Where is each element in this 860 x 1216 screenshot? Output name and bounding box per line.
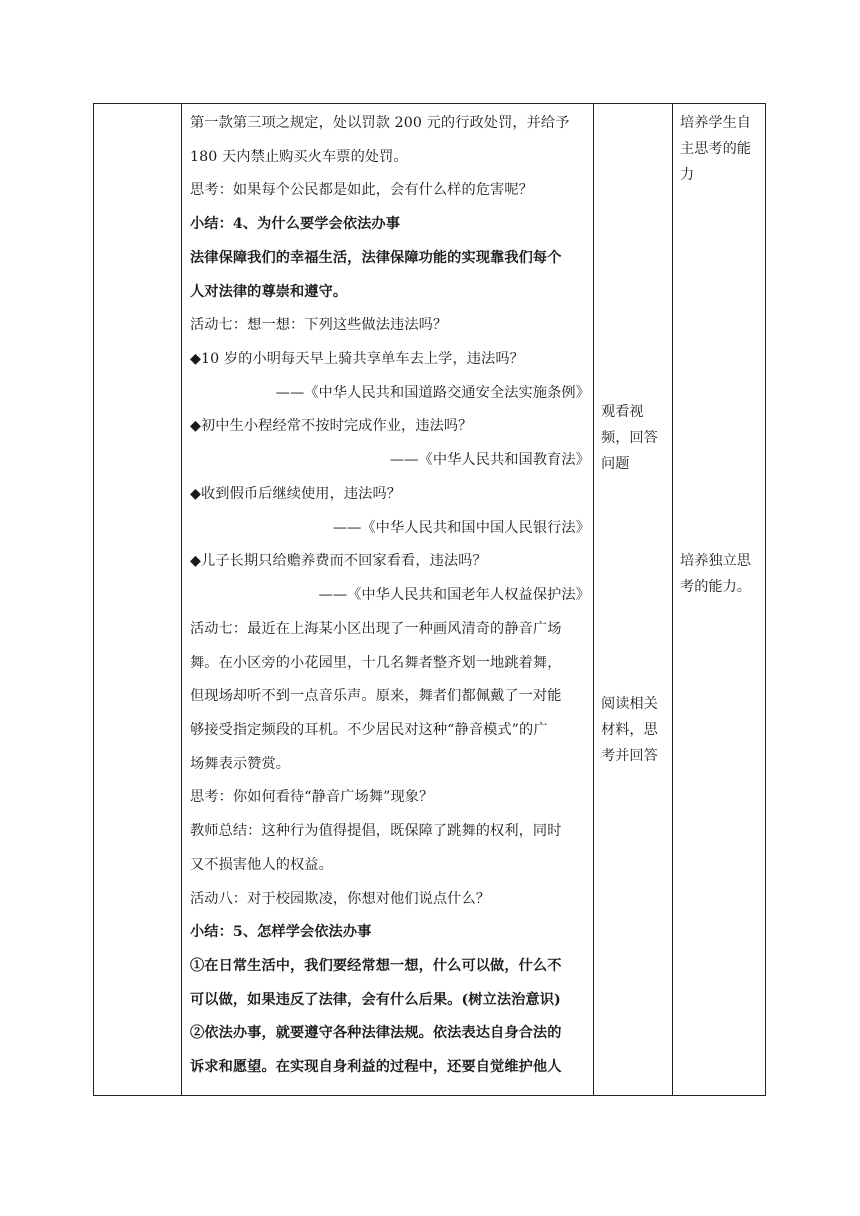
- student-activity-line: 材料，思: [601, 722, 658, 738]
- content-line: 180 天内禁止购买火车票的处罚。: [190, 148, 408, 165]
- design-purpose-block-1: [680, 110, 762, 188]
- content-line: 教师总结：这种行为值得提倡，既保障了跳舞的权利，同时: [190, 823, 562, 840]
- student-activity-line: 阅读相关: [601, 696, 658, 712]
- content-line: 第一款第三项之规定，处以罚款 200 元的行政处罚，并给予: [190, 115, 570, 131]
- content-line: ①在日常生活中，我们要经常想一想，什么可以做，什么不: [190, 958, 562, 974]
- column-divider: [181, 104, 182, 1095]
- content-line: ◆收到假币后继续使用，违法吗？: [190, 485, 402, 502]
- content-line: 活动七：最近在上海某小区出现了一种画风清奇的静音广场: [190, 620, 562, 637]
- content-line: 小结：4、为什么要学会依法办事: [190, 216, 400, 233]
- design-purpose-line: 考的能力。: [680, 579, 751, 595]
- content-line: ◆儿子长期只给赡养费而不回家看看，违法吗？: [190, 553, 487, 570]
- design-purpose-line: 力: [680, 167, 695, 183]
- content-line: ◆10 岁的小明每天早上骑共享单车去上学，违法吗？: [190, 351, 524, 368]
- content-line: 法律保障我们的幸福生活，法律保障功能的实现靠我们每个: [190, 249, 562, 266]
- content-line: 可以做，如果违反了法律，会有什么后果。(树立法治意识): [190, 991, 561, 1008]
- design-purpose-line: 培养学生自: [680, 115, 751, 131]
- student-activity-block-2: [601, 691, 667, 769]
- student-activity-line: 问题: [601, 456, 630, 472]
- content-line: 场舞表示赞赏。: [190, 755, 291, 772]
- content-line: 诉求和愿望。在实现自身利益的过程中，还要自觉维护他人: [190, 1059, 562, 1076]
- content-line: 又不损害他人的权益。: [190, 856, 333, 873]
- lesson-plan-table: [93, 103, 766, 1096]
- content-line: 活动七：想一想：下列这些做法违法吗？: [190, 317, 448, 334]
- column-divider: [593, 104, 594, 1095]
- content-line: 活动八：对于校园欺凌，你想对他们说点什么？: [190, 890, 491, 907]
- content-line: 思考：如果每个公民都是如此，会有什么样的危害呢？: [190, 182, 533, 199]
- design-purpose-block-2: [680, 548, 762, 600]
- content-line: 人对法律的尊崇和遵守。: [190, 283, 348, 300]
- content-line: 但现场却听不到一点音乐声。原来，舞者们都佩戴了一对能: [190, 688, 562, 705]
- content-line: ——《中华人民共和国老年人权益保护法》: [318, 587, 590, 604]
- content-line: 小结：5、怎样学会依法办事: [190, 924, 372, 941]
- content-line: ——《中华人民共和国中国人民银行法》: [332, 519, 590, 536]
- column-divider: [672, 104, 673, 1095]
- content-line: ◆初中生小程经常不按时完成作业，违法吗？: [190, 418, 473, 435]
- design-purpose-line: 培养独立思: [680, 553, 751, 569]
- student-activity-block-1: [601, 399, 667, 477]
- content-line: 思考：你如何看待“静音广场舞”现象？: [190, 789, 434, 806]
- content-line: 舞。在小区旁的小花园里，十几名舞者整齐划一地跳着舞，: [190, 654, 562, 671]
- student-activity-line: 频，回答: [601, 430, 658, 446]
- design-purpose-line: 主思考的能: [680, 141, 751, 157]
- student-activity-line: 考并回答: [601, 748, 658, 764]
- content-line: ②依法办事，就要遵守各种法律法规。依法表达自身合法的: [190, 1025, 562, 1042]
- content-line: 够接受指定频段的耳机。不少居民对这种“静音模式”的广: [190, 721, 548, 738]
- content-line: ——《中华人民共和国教育法》: [389, 452, 590, 469]
- student-activity-line: 观看视: [601, 404, 644, 420]
- content-line: ——《中华人民共和国道路交通安全法实施条例》: [275, 384, 590, 401]
